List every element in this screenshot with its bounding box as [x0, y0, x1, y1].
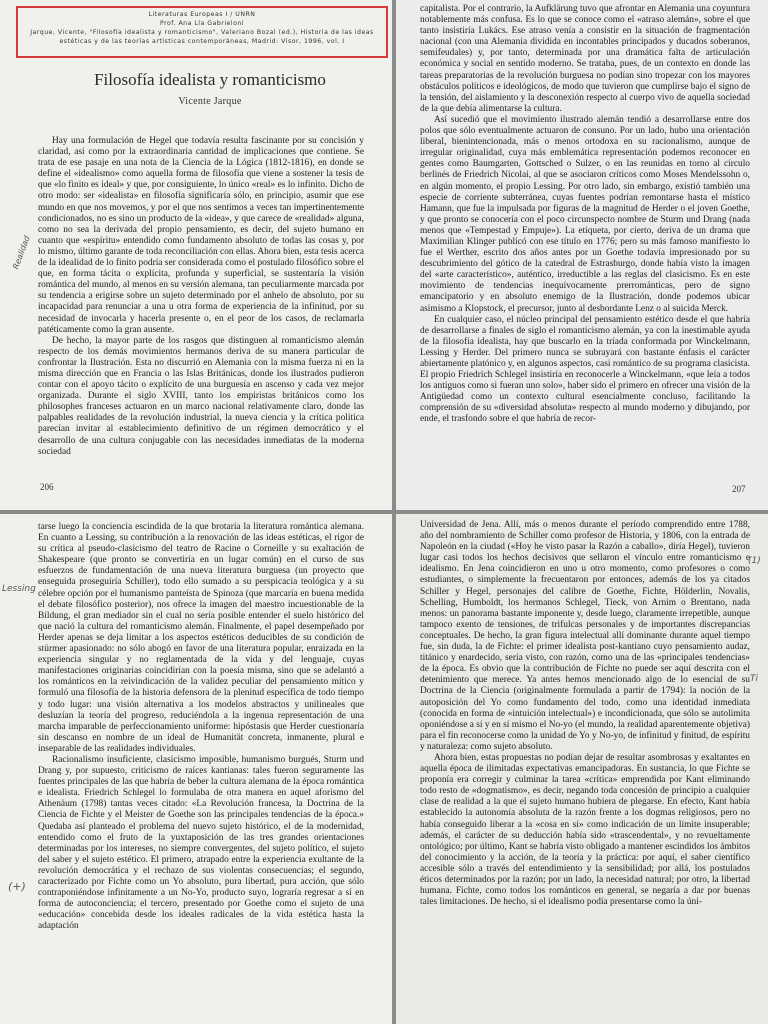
handwritten-margin-note: Realidad [11, 234, 32, 271]
handwritten-margin-note: (+) [8, 880, 26, 893]
header-professor: Prof. Ana Lía Gabrieloni [159, 20, 245, 27]
page-number: 207 [732, 484, 746, 494]
paragraph: Racionalismo insuficiente, clasicismo imposible, humanismo burgués, Sturm und Drang y, por supuesto, criticismo de raíces kantianas: tales fueron seguramente las fuentes principales de las que habría de beber la cultura alemana de la época romántica e idealista. Friedrich Schlegel lo formulaba de otra manera en aquel aforismo del Athenäum (1798) tantas veces citado: «La Revolución francesa, la Doctrina de la Ciencia de Fichte y el Meister de Goethe son las principales tendencias de la época.» Quedaba así planteado el problema del nuevo sujeto histórico, el de la modernidad, entendido como el fruto de la yuxtaposición de las tres grandes orientaciones determinadas por los intereses, no siempre convergentes, del sujeto político, el sujeto del saber y el sujeto estético. El primero, atrapado entre la experiencia exultante de la revolución democrática y el rechazo de sus violentas consecuencias; el segundo, caracterizado por Fichte como un Yo absoluto, pura libertad, pura acción, que sólo contraponiéndose infinitamente a un No-Yo, producto suyo, lograría regresar a sí en forma de autoconciencia; el tercero, presentado por Goethe como el sujeto de una «educación» concebida desde los ideales radicales de la vida estética hasta la adaptación [38, 754, 364, 932]
paragraph: Así sucedió que el movimiento ilustrado alemán tendió a desarrollarse entre dos polos que sólo eventualmente actuaron de consuno. Por un lado, hubo una orientación liberal, bienintencionada, más o menos ortodoxa en su racionalismo, aunque de irregular originalidad, cuya más emblemática representación podemos reconocer en gentes como Baumgarten, Gottsched o Sulzer, o en las reunidas en torno al círculo berlinés de Friedrich Nicolai, al que se asociaron críticos como Moses Mendelssohn o, en algún momento, el propio Lessing. Por otro lado, sin embargo, existió también una especie de corriente subterránea, cuyas fuentes podrían remontarse hasta el místico Hamann, que fue la impulsada por figuras de la magnitud de Herder o el joven Goethe, y que pronto se conocería con el poco circunspecto nombre de Sturm und Drang (nada menos que «Tempestad y Empuje»). La etiqueta, por cierto, deriva de un drama que Maximilian Klinger publicó con ese título en 1776; pero su más famoso manifiesto lo fue el Werther, escrito dos años antes por un Goethe todavía impresionado por su descubrimiento del gótico de la catedral de Estrasburgo, donde había visto la imagen del «arte característico», auténtico, irreductible a las reglas del clasicismo. Es en este movimiento de tendencias inequívocamente prerrománticas, pero de signo emancipatorio y en absoluto enemigo de la Ilustración, donde podemos ubicar asimismo a Klopstock, el precursor, junto al desbordante Lenz o al suicida Merck. [420, 114, 750, 314]
handwritten-margin-note: Ti [750, 674, 758, 684]
header-citation-1: Jarque, Vicente, "Filosofía idealista y romanticismo", Valeriano Bozal (ed.), Historia de las ideas [30, 29, 374, 36]
page-number: 206 [40, 482, 54, 492]
page-207 [396, 0, 768, 510]
body-text-207 [420, 4, 750, 474]
page-206 [0, 0, 392, 510]
handwritten-margin-note: (1) [748, 556, 761, 566]
paragraph: Universidad de Jena. Allí, más o menos durante el período comprendido entre 1788, año del nombramiento de Schiller como profesor de Historia, y 1806, con la entrada de Napoleón en la ciudad («Hoy he visto pasar la Razón a caballo», diría Hegel), tuvieron lugar casi todos los hechos decisivos que sellaron el vínculo entre romanticismo e idealismo. En Jena coincidieron en uno u otro momento, como profesores o como estudiantes, o simplemente la frecuentaron por entonces, además de los ya citados Schiller y Hegel, personajes del calibre de Goethe, Fichte, Hölderlin, Novalis, Schelling, Humboldt, los hermanos Schlegel, Tieck, von Arnim o Brentano, nada menos: un panorama bastante imponente y, desde luego, claramente irrepetible, aunque tampoco exento de tensiones, de trifulcas personales y de importantes discrepancias conceptuales. De hecho, la gran figura intelectual allí dominante durante aquel tiempo fue, sin duda, la de Fichte: el primer idealista post-kantiano cuyo pensamiento audaz, titánico y enardecido, sería visto, con razón, como una de las «principales tendencias» de la época. Es obvio que la contribución de Fichte no puede ser aquí descrita con el detenimiento que merece. Ya antes hemos mencionado algo de lo esencial de su Doctrina de la Ciencia (originalmente formulada a partir de 1794): la noción de la autoposición del Yo como fundamento del todo, como una identidad inmediata (conocida en forma de «intuición intelectual») e incondicionada, que sólo se autolimita oponiéndose a sí y en sí mismo el No-yo (el mundo, la realidad aparentemente objetiva) para el fin reconocerse como la unidad de Yo y No-yo, de infinitud y finitud, de espíritu y naturaleza: como sujeto absoluto. [420, 520, 750, 752]
body-text-209 [420, 520, 750, 1016]
header-citation-2: estéticas y de las teorías artísticas contemporáneas, Madrid: Visor, 1996, vol. I [59, 38, 345, 45]
page-209 [396, 514, 768, 1024]
header-course: Literaturas Europeas I / UNRN [148, 11, 256, 18]
paragraph: capitalista. Por el contrario, la Aufklärung tuvo que afrontar en Alemania una coyuntura notablemente más confusa. Es lo que se conoce como el «atraso alemán», sobre el que tanto insistiría Lukács. Ese atraso venía a consistir en la situación de fragmentación nacional (con una Alemania dividida en incontables principados y ducados soberanos, semifeudales) y, por tanto, determinada por una dramática falta de articulación económica y social en sentido moderno. Se trataba, pues, de un contexto en donde las tareas preparatorias de la revolución burguesa no podían sino tropezar con los mayores obstáculos políticos e ideológicos, de modo que tuvieron que cumplirse bajo el signo de la tensión, del aislamiento y la desconexión respecto al cuerpo vivo de aquella sociedad de la que debía alimentarse la cultura. [420, 4, 750, 114]
handwritten-margin-note: Lessing [2, 584, 36, 594]
page-208 [0, 514, 392, 1024]
body-text-206 [38, 136, 364, 500]
paragraph: Ahora bien, estas propuestas no podían dejar de resultar asombrosas y exaltantes en aquella época de ilimitadas expectativas emancipadoras. En sustancia, lo que Fichte se proponía era corregir y culminar la tarea «crítica» emprendida por Kant eliminando todo resto de «dogmatismo», es decir, negando toda concesión de principio a cualquier clase de realidad a la que el sujeto humano hubiera de plegarse. En efecto, Kant había establecido la autonomía absoluta de la razón frente a los dogmas religiosos, pero no había conseguido liberar a la «cosa en sí» como indicación de un límite insuperable; además, el carácter de su deducción había sido «trascendental», y no revueltamente ontológico; por último, Kant se habría visto obligado a mantener escindidos los ámbitos del conocimiento y la acción, de la teoría y la práctica: por aquí, el saber científico accesible sólo a través del entendimiento y la sensibilidad; por allá, los postulados éticos determinados por la razón; por un lado, la necesidad natural; por otro, la libertad humana. Fichte, como todos los románticos en general, se negaría a dar por buenas tales limitaciones. De hecho, si el idealismo podía presentarse como la úni- [420, 752, 750, 908]
chapter-title: Filosofía idealista y romanticismo [94, 70, 326, 89]
paragraph: En cualquier caso, el núcleo principal del pensamiento estético desde el que habría de desarrollarse a finales de siglo el romanticismo alemán, ya con la inestimable ayuda de la filosofía idealista, hay que buscarlo en la tríada conformada por Winckelmann, Lessing y Herder. Del primero nunca se subrayará con bastante énfasis el carácter abiertamente platónico y, en algunos aspectos, casi romántico de su programa clasicista. El propio Friedrich Schlegel insistiría en reconocerle a Winckelmann, «que leía a todos los antiguos como si fueran uno solo», haber sido el primero en ofrecer una visión de la Antigüedad como un contexto cultural esencialmente concluso, facilitando la comprensión de su «diversidad absoluta» respecto al mundo moderno y dibujando, por ende, el trasfondo sobre el que habría de recor- [420, 314, 750, 425]
body-text-208 [38, 522, 364, 1016]
document-header-box [16, 6, 388, 58]
paragraph: tarse luego la conciencia escindida de la que brotaría la literatura romántica alemana. En cuanto a Lessing, su contribución a la renovación de las ideas estéticas, el rigor de su crítica al pseudo-clasicismo del teatro de Racine o Corneille y su exaltación de Shakespeare (que pronto se convertiría en un lugar común) en el curso de sus esfuerzos de fundamentación de una nueva literatura burguesa (un proyecto que enseguida proseguiría Schiller), todo ello sumado a su perspicacia teológica y a su célebre opción por el humanismo panteísta de Spinoza (que marcaría en buena medida el debate filosófico posterior), nos ofrece la imagen del maestro incuestionable de la Bildung, el gran mediador sin el cual no sería posible entender el suelo histórico del que nació la cultura del romanticismo alemán. Finalmente, el papel desempeñado por Herder apenas se deja limitar a los aspectos estéticos deducibles de su condición de stürmer apasionado: no sólo abogó en favor de una literatura popular, enraizada en la experiencia singular y no reglamentada de la vida y del lenguaje, cuyas manifestaciones originarias coincidirían con la poesía misma, sino que se adelantó a los románticos en la reivindicación de la validez peculiar del pensamiento mítico y formuló una filosofía de la historia defensora de la plenitud específica de todo tiempo y todo lugar: una visión alternativa a los modelos abstractos y unilineales que desluzían la teoría del progreso, reduciéndola a la ingenua representación de una marcha imparable de perfeccionamiento uniforme: hipóstasis que Herder cuestionaría sin descanso en nombre de un ideal de Humanität concreta, inmanente, plural e inseparable de las realidades individuales. [38, 522, 364, 754]
paragraph: De hecho, la mayor parte de los rasgos que distinguen al romanticismo alemán respecto de los demás movimientos hermanos deriva de su manera particular de confrontar la Ilustración. Esta no discurrió en Alemania con la misma fuerza ni en la misma dirección que en Francia o las Islas Británicas, donde los ilustrados pudieron contar con el apoyo tácito o explícito de una burguesía en ascenso y cada vez mejor organizada. Durante el siglo XVIII, tanto los empiristas británicos como los philosophes franceses actuaron en un marco nacional relativamente claro, donde las palpables realidades de la revolución industrial, la nueva ciencia y la crítica política parecían invitar al establecimiento definitivo de un régimen democrático y el desarrollo de una cultura conjugable con las necesidades inmediatas de la moderna sociedad [38, 335, 364, 457]
chapter-author: Vicente Jarque [178, 96, 242, 107]
paragraph: Hay una formulación de Hegel que todavía resulta fascinante por su concisión y claridad, así como por la extraordinaria cantidad de implicaciones que contiene. Se trata de ese pasaje en una nota de la Ciencia de la Lógica (1812-1816), en donde se define el «idealismo» como aquella forma de filosofía que viene a sostener la tesis de que «lo finito es ideal» y que, por consiguiente, lo único «real» es lo infinito. Dicho de otro modo: ser «idealista» en filosofía significaría sólo, en principio, asumir que ese mundo en que nos movemos, y por el que nos sentimos a veces tan impertinentemente condicionados, no es sino un producto de la «idea», y que carece de «realidad» alguna, como no sea la derivada del propio pensamiento, es decir, del sujeto humano en cuanto que «espíritu» entendido como fundamento absoluto de todas las cosas y, por lo mismo, último garante de toda reconciliación con ellas. Ahora bien, esta tesis acerca de la idealidad de lo finito podría ser considerada como el postulado filosófico sobre el que, en forma tácita o explícita, profunda y superficial, se sustentaría la visión romántica del mundo, al menos en su versión alemana, tan peculiarmente marcada por su tendencia a erigirse sobre un sujeto determinado por el anhelo de absoluto, por su incapacidad para renunciar a una u otra forma de experiencia de la infinitud, por su necesidad de invocarla y hacerla presente o, en el peor de los casos, de reclamarla patéticamente como la gran ausente. [38, 136, 364, 335]
